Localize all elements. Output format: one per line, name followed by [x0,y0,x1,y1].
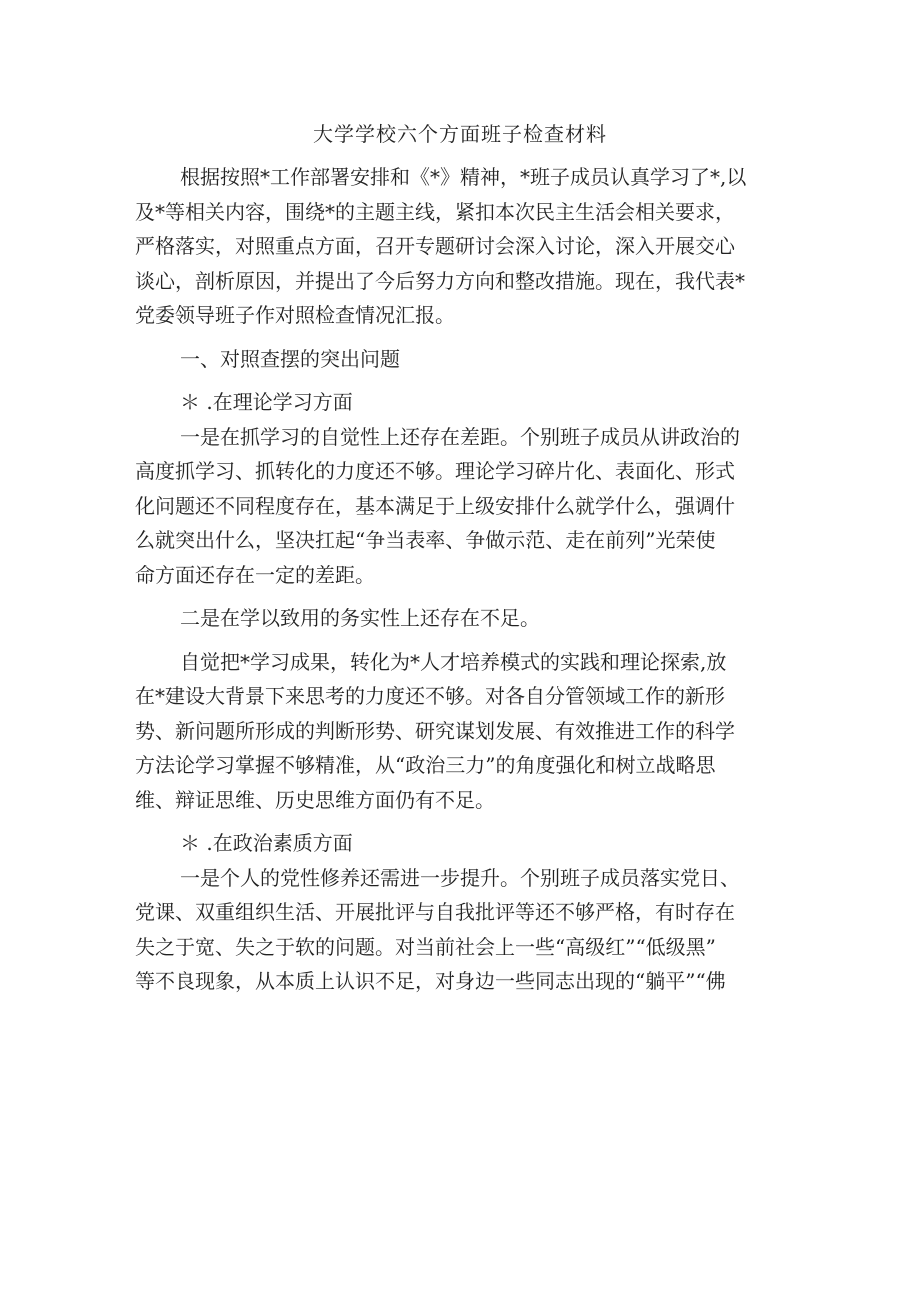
text-line: 失之于宽、失之于软的问题。对当前社会上一些“高级红”“低级黑” [135,934,716,959]
text-line: 高度抓学习、抓转化的力度还不够。理论学习碎片化、表面化、形式 [135,459,735,483]
text-line: 一是在抓学习的自觉性上还存在差距。个别班子成员从讲政治的 [180,424,740,449]
text-line: 方法论学习掌握不够精准，从“政治三力”的角度强化和树立战略思 [135,753,716,777]
text-line: 二是在学以致用的务实性上还存在不足。 [180,606,540,630]
text-line: 势、新问题所形成的判断形势、研究谋划发展、有效推进工作的科学 [135,718,735,743]
text-line: 自觉把*学习成果，转化为*人才培养模式的实践和理论探索,放 [180,649,727,674]
text-line: 党委领导班子作对照检查情况汇报。 [135,303,455,327]
text-line: 在*建设大背景下来思考的力度还不够。对各自分管领域工作的新形 [135,684,725,708]
document-title: 大学学校六个方面班子检查材料 [313,122,607,146]
text-line: 一是个人的党性修养还需进一步提升。个别班子成员落实党日、 [180,865,740,890]
text-line: 严格落实，对照重点方面，召开专题研讨会深入讨论，深入开展交心 [135,234,735,258]
text-line: 党课、双重组织生活、开展批评与自我批评等还不够严格，有时存在 [135,900,735,924]
text-line: 等不良现象，从本质上认识不足，对身边一些同志出现的“躺平”“佛 [135,969,726,993]
text-line: 一、对照查摆的突出问题 [180,346,400,371]
text-line: 维、辩证思维、历史思维方面仍有不足。 [135,787,495,812]
text-line: 化问题还不同程度存在，基本满足于上级安排什么就学什么，强调什 [135,493,735,518]
text-line: 么就突出什么，坚决扛起“争当表率、争做示范、走在前列”光荣使 [135,528,716,552]
text-line: 根据按照*工作部署安排和《*》精神，*班子成员认真学习了*,以 [180,165,747,189]
text-line: 命方面还存在一定的差距。 [135,562,375,587]
text-line: ＊ .在理论学习方面 [180,390,353,414]
text-line: ＊ .在政治素质方面 [180,831,353,855]
text-line: 及*等相关内容，围绕*的主题主线，紧扣本次民主生活会相关要求， [135,199,735,224]
document-body [135,160,785,999]
text-line: 谈心，剖析原因，并提出了今后努力方向和整改措施。现在，我代表* [135,268,745,293]
